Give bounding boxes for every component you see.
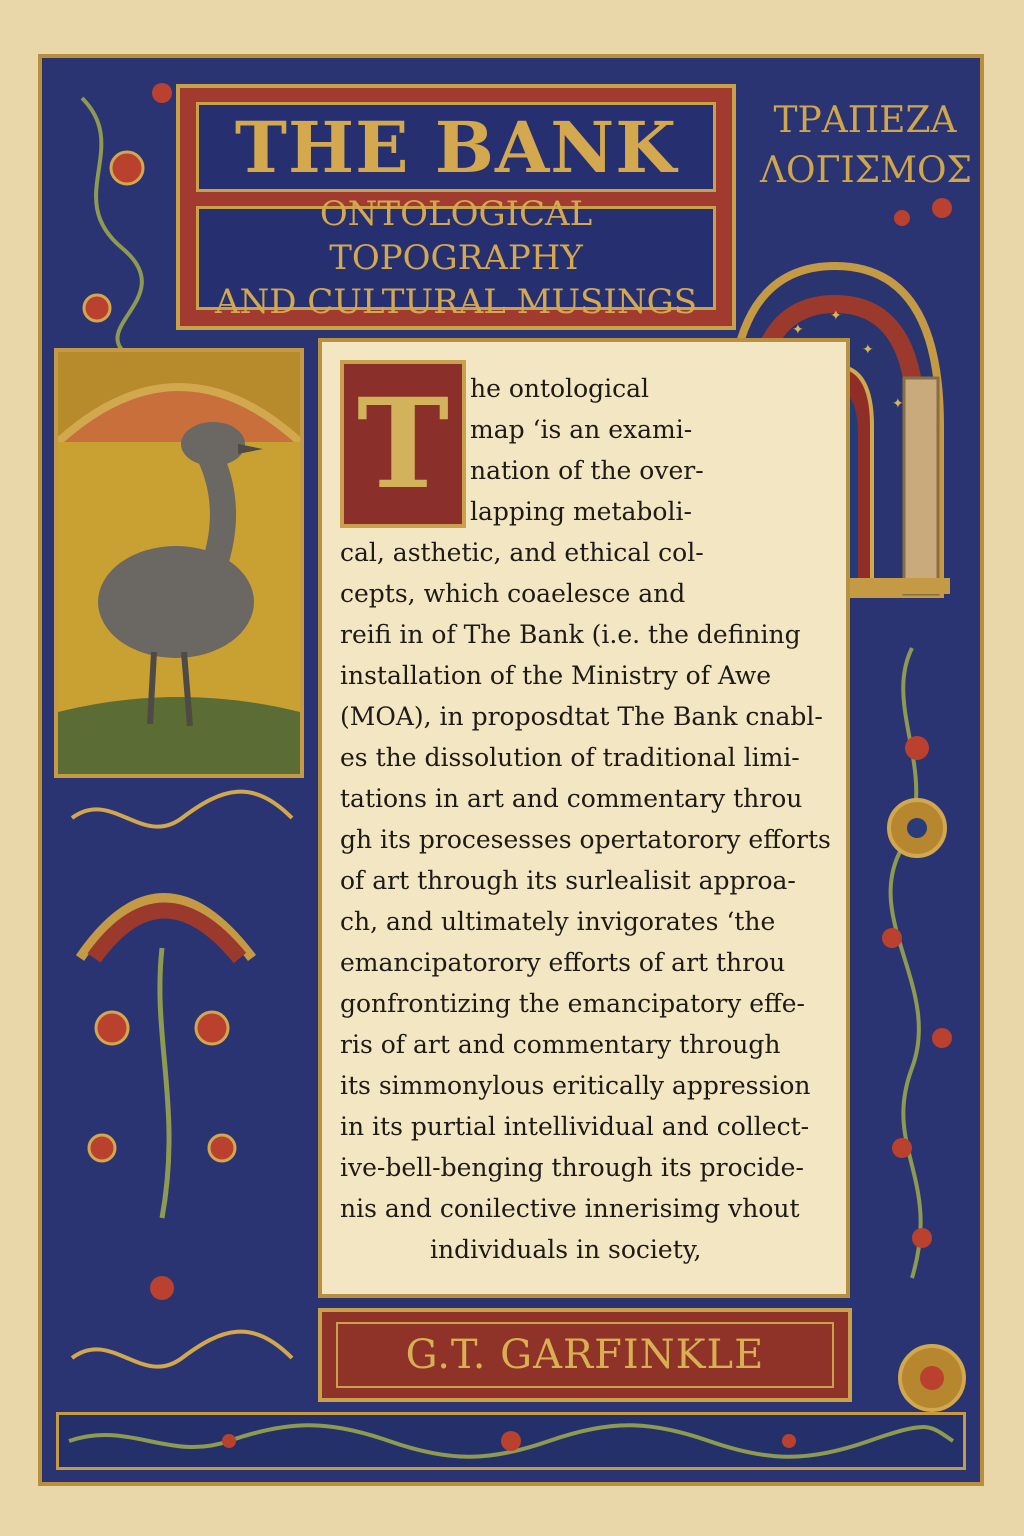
body-line-20: ive-bell-benging through its procide- <box>340 1153 804 1182</box>
author-name: G.T. GARFINKLE <box>405 1332 765 1378</box>
body-line-14: ch, and ultimately invigorates ‘the <box>340 907 776 936</box>
body-line-8: installation of the Ministry of Awe <box>340 661 772 690</box>
bird-panel <box>54 348 304 778</box>
subtitle-panel <box>196 194 716 322</box>
dropcap-letter: T <box>356 371 450 517</box>
title-panel <box>196 102 716 192</box>
author-panel <box>336 1322 834 1388</box>
body-line-1: he ontological <box>470 374 650 403</box>
body-line-2: map ‘is an exami- <box>470 415 693 444</box>
footer-vine <box>59 1415 963 1467</box>
author-cartouche <box>318 1308 852 1402</box>
body-line-17: ris of art and commentary through <box>340 1030 781 1059</box>
greek-line-2: ΛΟΓΙΣΜΟΣ <box>760 150 972 191</box>
arched-window: ✦ ✦ ✦ ✦ <box>712 246 958 598</box>
body-line-21: nis and conilective innerisimg vhout <box>340 1194 800 1223</box>
greek-inscription <box>760 96 970 196</box>
body-line-15: emancipatorory efforts of art throu <box>340 948 786 977</box>
dropcap <box>340 360 466 528</box>
title-cartouche <box>176 84 736 330</box>
body-line-18: its simmonylous eritically appression <box>340 1071 811 1100</box>
body-line-10: es the dissolution of traditional limi- <box>340 743 800 772</box>
subtitle-line-1: ONTOLOGICAL TOPOGRAPHY <box>319 194 593 278</box>
body-line-12: gh its procesesses opertatorory efforts <box>340 825 831 854</box>
body-line-3: nation of the over- <box>470 456 704 485</box>
body-line-4: lapping metaboli- <box>470 497 692 526</box>
body-line-5: cal, asthetic, and ethical col- <box>340 538 704 567</box>
body-line-22: individuals in society, <box>430 1235 702 1264</box>
body-line-6: cepts, which coaelesce and <box>340 579 686 608</box>
footer-ornament-band <box>56 1412 966 1470</box>
page-title: THE BANK <box>234 105 678 189</box>
subtitle-line-2: AND CULTURAL MUSINGS <box>214 282 698 322</box>
body-line-13: of art through its surlealisit approa- <box>340 866 796 895</box>
bird-illustration <box>58 352 300 774</box>
body-line-16: gonfrontizing the emancipatory effe- <box>340 989 805 1018</box>
body-line-9: (MOA), in proposdtat The Bank cnabl- <box>340 702 823 731</box>
body-line-11: tations in art and commentary throu <box>340 784 803 813</box>
greek-line-1: ΤΡΑΠΕΖΑ <box>773 100 957 141</box>
body-line-19: in its purtial intellividual and collect- <box>340 1112 810 1141</box>
body-line-7: reifi in of The Bank (i.e. the defining <box>340 620 801 649</box>
